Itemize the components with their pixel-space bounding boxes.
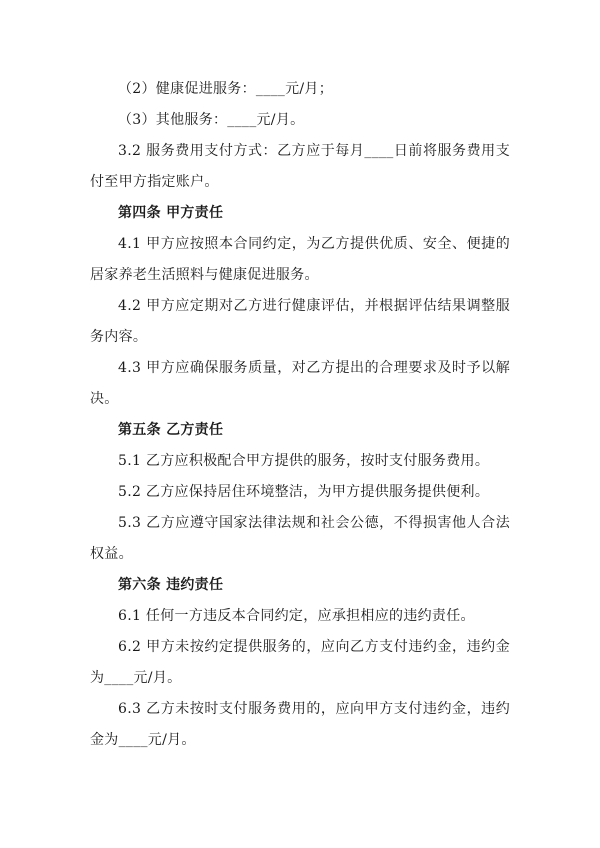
clause-6-1: 6.1 任何一方违反本合同约定，应承担相应的违约责任。 [118,608,475,624]
clause-4-3: 4.3 甲方应确保服务质量，对乙方提出的合理要求及时予以解决。 [90,360,510,407]
clause-3-2: 3.2 服务费用支付方式：乙方应于每月____日前将服务费用支付至甲方指定账户。 [90,143,510,190]
section-heading-article-6: 第六条 违约责任 [118,577,224,593]
section-heading-article-4: 第四条 甲方责任 [118,205,224,221]
clause-5-1: 5.1 乙方应积极配合甲方提供的服务，按时支付服务费用。 [118,453,490,469]
clause-6-2: 6.2 甲方未按约定提供服务的，应向乙方支付违约金，违约金为____元/月。 [90,639,510,686]
clause-4-2: 4.2 甲方应定期对乙方进行健康评估，并根据评估结果调整服务内容。 [90,298,510,345]
document-page [90,74,510,756]
clause-4-1: 4.1 甲方应按照本合同约定，为乙方提供优质、安全、便捷的居家养老生活照料与健康促进服务。 [90,236,510,283]
fee-item-health-promotion: （2）健康促进服务：____元/月； [118,81,334,97]
fee-item-other-services: （3）其他服务：____元/月。 [118,112,305,128]
clause-5-3: 5.3 乙方应遵守国家法律法规和社会公德，不得损害他人合法权益。 [90,515,510,562]
section-heading-article-5: 第五条 乙方责任 [118,422,224,438]
clause-5-2: 5.2 乙方应保持居住环境整洁，为甲方提供服务提供便利。 [118,484,490,500]
clause-6-3: 6.3 乙方未按时支付服务费用的，应向甲方支付违约金，违约金为____元/月。 [90,701,510,748]
